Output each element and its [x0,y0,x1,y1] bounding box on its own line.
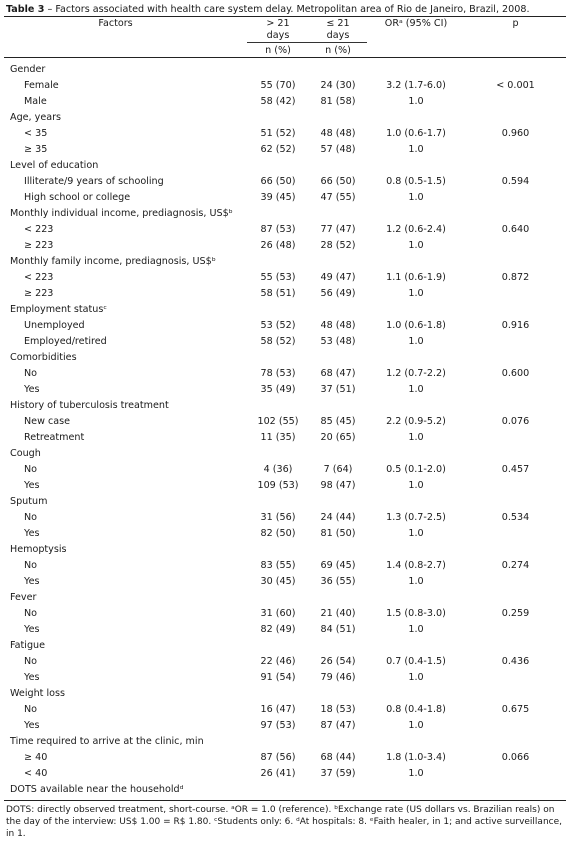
le21-cell: 48 (48) [320,320,356,331]
p-cell [465,494,566,510]
gt21-cell: 53 (52) [260,320,296,331]
or-cell: 1.5 (0.8-3.0) [386,608,446,619]
level-label: Yes [24,672,40,683]
category-row [4,686,566,702]
table-row [4,766,566,782]
p-cell [465,398,566,414]
p-cell: < 0.001 [496,80,535,91]
category-label: Comorbidities [10,352,77,363]
gt21-cell: 16 (47) [260,704,296,715]
table-row [4,510,566,526]
gt21-cell: 87 (53) [260,224,296,235]
or-cell [367,494,465,510]
p-cell [465,670,566,686]
or-cell: 1.0 [408,624,424,635]
le21-cell: 87 (47) [320,720,356,731]
gt21-cell: 97 (53) [260,720,296,731]
p-cell: 0.594 [501,176,530,187]
le21-cell: 79 (46) [320,672,356,683]
p-cell [465,334,566,350]
or-cell: 0.7 (0.4-1.5) [386,656,446,667]
p-cell [465,302,566,318]
le21-cell: 56 (49) [320,288,356,299]
p-cell [465,58,566,79]
header-le21-line2: days [326,30,350,41]
le21-cell: 48 (48) [320,128,356,139]
or-cell: 0.5 (0.1-2.0) [386,464,446,475]
p-cell [465,782,566,798]
level-label: Yes [24,480,40,491]
header-gt21-line1: > 21 [247,17,309,31]
level-label: < 40 [24,768,48,779]
or-cell: 1.0 [408,288,424,299]
le21-cell: 36 (55) [320,576,356,587]
gt21-cell: 30 (45) [260,576,296,587]
or-cell: 1.0 [408,192,424,203]
le21-cell: 24 (44) [320,512,356,523]
le21-cell: 85 (45) [320,416,356,427]
le21-cell [309,254,367,270]
gt21-cell [247,446,309,462]
p-cell [465,142,566,158]
le21-cell: 37 (59) [320,768,356,779]
gt21-cell: 51 (52) [260,128,296,139]
gt21-cell: 109 (53) [257,480,299,491]
level-label: No [24,704,38,715]
or-cell: 1.0 [408,672,424,683]
gt21-cell [247,350,309,366]
le21-cell: 53 (48) [320,336,356,347]
le21-cell: 77 (47) [320,224,356,235]
level-label: No [24,656,38,667]
gt21-cell: 78 (53) [260,368,296,379]
or-cell: 1.0 (0.6-1.7) [386,128,446,139]
data-table [4,16,566,798]
p-cell [465,574,566,590]
table-row [4,270,566,286]
table-row [4,222,566,238]
level-label: Yes [24,384,40,395]
gt21-cell: 58 (51) [260,288,296,299]
table-row [4,174,566,190]
table-row [4,334,566,350]
category-row [4,58,566,79]
category-row [4,350,566,366]
le21-cell [309,110,367,126]
table-row [4,718,566,734]
table-row [4,366,566,382]
le21-cell: 28 (52) [320,240,356,251]
table-body [4,58,566,799]
category-label: DOTS available near the householdᵈ [10,784,184,795]
category-label: Cough [10,448,41,459]
or-cell [367,686,465,702]
table-row [4,94,566,110]
category-row [4,158,566,174]
level-label: < 35 [24,128,48,139]
gt21-cell [247,206,309,222]
gt21-cell: 87 (56) [260,752,296,763]
or-cell [367,58,465,79]
p-cell [465,526,566,542]
or-cell [367,398,465,414]
p-cell: 0.872 [501,272,530,283]
level-label: ≥ 35 [24,144,48,155]
or-cell [367,638,465,654]
or-cell: 1.0 [408,240,424,251]
level-label: Retreatment [24,432,85,443]
gt21-cell: 4 (36) [263,464,293,475]
header-n-gt21: n (%) [247,43,309,58]
le21-cell [309,638,367,654]
gt21-cell [247,254,309,270]
gt21-cell: 82 (49) [260,624,296,635]
or-cell: 2.2 (0.9-5.2) [386,416,446,427]
gt21-cell [247,590,309,606]
level-label: < 223 [24,272,54,283]
category-row [4,734,566,750]
le21-cell: 20 (65) [320,432,356,443]
le21-cell [309,302,367,318]
p-cell [465,446,566,462]
p-cell [465,238,566,254]
or-cell [367,590,465,606]
gt21-cell: 55 (53) [260,272,296,283]
le21-cell: 68 (44) [320,752,356,763]
gt21-cell: 58 (42) [260,96,296,107]
level-label: Yes [24,720,40,731]
or-cell: 3.2 (1.7-6.0) [386,80,446,91]
level-label: Illiterate/9 years of schooling [24,176,164,187]
category-row [4,206,566,222]
p-cell [465,110,566,126]
p-cell [465,430,566,446]
category-label: Monthly individual income, prediagnosis, US$ᵇ [10,208,233,219]
gt21-cell: 82 (50) [260,528,296,539]
le21-cell: 68 (47) [320,368,356,379]
header-or: ORᵃ (95% CI) [367,17,465,31]
table-footnote: DOTS: directly observed treatment, short-course. ᵃOR = 1.0 (reference). ᵇExchange rate (US dollars vs. Brazilian reals) on the day of the interview: US$ 1.00 = R$ 1.80. ᶜStudents only: 6. ᵈAt hospitals: 8. ᵉFaith healer, in 1; and active surveillance, in 1. [4,800,566,840]
le21-cell: 69 (45) [320,560,356,571]
p-cell: 0.600 [501,368,530,379]
level-label: Yes [24,528,40,539]
table-row [4,382,566,398]
le21-cell [309,782,367,798]
or-cell: 1.0 [408,768,424,779]
p-cell [465,94,566,110]
p-cell [465,206,566,222]
table-row [4,750,566,766]
or-cell [367,446,465,462]
category-row [4,638,566,654]
level-label: No [24,368,38,379]
p-cell: 0.960 [501,128,530,139]
level-label: No [24,608,38,619]
table-row [4,190,566,206]
category-row [4,782,566,798]
category-label: Gender [10,64,46,75]
table-row [4,558,566,574]
le21-cell: 26 (54) [320,656,356,667]
or-cell: 1.2 (0.6-2.4) [386,224,446,235]
gt21-cell: 31 (56) [260,512,296,523]
gt21-cell [247,686,309,702]
category-label: Employment statusᶜ [10,304,107,315]
le21-cell: 49 (47) [320,272,356,283]
gt21-cell: 22 (46) [260,656,296,667]
le21-cell [309,686,367,702]
or-cell [367,206,465,222]
p-cell: 0.259 [501,608,530,619]
gt21-cell [247,638,309,654]
or-cell [367,350,465,366]
table-row [4,430,566,446]
category-row [4,398,566,414]
or-cell [367,734,465,750]
level-label: Yes [24,576,40,587]
table-row [4,462,566,478]
table-row [4,702,566,718]
p-cell [465,622,566,638]
or-cell: 1.0 [408,432,424,443]
p-cell: 0.457 [501,464,530,475]
header-le21-line1: ≤ 21 [309,17,367,31]
level-label: Employed/retired [24,336,107,347]
category-label: Age, years [10,112,62,123]
level-label: No [24,464,38,475]
gt21-cell: 31 (60) [260,608,296,619]
level-label: High school or college [24,192,131,203]
table-caption [4,3,566,16]
le21-cell: 24 (30) [320,80,356,91]
category-label: Time required to arrive at the clinic, min [10,736,204,747]
gt21-cell: 55 (70) [260,80,296,91]
le21-cell: 7 (64) [323,464,353,475]
table-row [4,142,566,158]
p-cell [465,158,566,174]
p-cell: 0.066 [501,752,530,763]
le21-cell [309,158,367,174]
or-cell: 1.0 [408,384,424,395]
category-row [4,590,566,606]
p-cell [465,766,566,782]
category-label: Monthly family income, prediagnosis, US$ᵇ [10,256,216,267]
le21-cell: 47 (55) [320,192,356,203]
p-cell [465,734,566,750]
level-label: ≥ 223 [24,240,54,251]
le21-cell [309,446,367,462]
table-row [4,78,566,94]
p-cell [465,382,566,398]
category-label: Weight loss [10,688,66,699]
le21-cell: 66 (50) [320,176,356,187]
level-label: Male [24,96,47,107]
gt21-cell [247,58,309,79]
gt21-cell: 62 (52) [260,144,296,155]
le21-cell [309,542,367,558]
p-cell [465,350,566,366]
p-cell [465,542,566,558]
le21-cell: 37 (51) [320,384,356,395]
category-label: History of tuberculosis treatment [10,400,169,411]
category-label: Hemoptysis [10,544,67,555]
p-cell [465,254,566,270]
le21-cell [309,350,367,366]
gt21-cell [247,398,309,414]
p-cell: 0.675 [501,704,530,715]
level-label: ≥ 223 [24,288,54,299]
p-cell: 0.916 [501,320,530,331]
le21-cell: 81 (50) [320,528,356,539]
le21-cell [309,398,367,414]
category-row [4,542,566,558]
or-cell [367,254,465,270]
table-page [4,0,566,840]
gt21-cell: 83 (55) [260,560,296,571]
table-row [4,670,566,686]
gt21-cell [247,302,309,318]
gt21-cell: 91 (54) [260,672,296,683]
p-cell [465,590,566,606]
or-cell: 1.0 [408,336,424,347]
le21-cell: 84 (51) [320,624,356,635]
le21-cell [309,206,367,222]
table-row [4,478,566,494]
category-row [4,302,566,318]
table-row [4,526,566,542]
table-row [4,318,566,334]
p-cell [465,286,566,302]
or-cell: 0.8 (0.5-1.5) [386,176,446,187]
category-label: Level of education [10,160,99,171]
level-label: No [24,560,38,571]
p-cell: 0.436 [501,656,530,667]
gt21-cell [247,158,309,174]
gt21-cell: 39 (45) [260,192,296,203]
category-row [4,254,566,270]
p-cell [465,638,566,654]
or-cell [367,782,465,798]
p-cell: 0.640 [501,224,530,235]
table-row [4,238,566,254]
le21-cell: 81 (58) [320,96,356,107]
gt21-cell [247,782,309,798]
gt21-cell [247,734,309,750]
category-row [4,446,566,462]
table-row [4,574,566,590]
or-cell: 1.2 (0.7-2.2) [386,368,446,379]
level-label: No [24,512,38,523]
or-cell: 1.0 [408,576,424,587]
or-cell [367,158,465,174]
or-cell: 1.3 (0.7-2.5) [386,512,446,523]
or-cell: 1.0 [408,720,424,731]
gt21-cell: 11 (35) [260,432,296,443]
le21-cell: 57 (48) [320,144,356,155]
gt21-cell: 35 (49) [260,384,296,395]
p-cell [465,718,566,734]
level-label: ≥ 40 [24,752,48,763]
gt21-cell [247,494,309,510]
header-n-le21: n (%) [309,43,367,58]
level-label: < 223 [24,224,54,235]
or-cell: 0.8 (0.4-1.8) [386,704,446,715]
level-label: Unemployed [24,320,85,331]
or-cell: 1.1 (0.6-1.9) [386,272,446,283]
category-label: Sputum [10,496,48,507]
category-row [4,110,566,126]
or-cell: 1.0 [408,528,424,539]
gt21-cell: 58 (52) [260,336,296,347]
header-factors: Factors [4,17,247,31]
or-cell: 1.0 [408,96,424,107]
table-label: Table 3 [6,4,45,15]
le21-cell: 98 (47) [320,480,356,491]
level-label: New case [24,416,71,427]
le21-cell [309,590,367,606]
gt21-cell: 26 (41) [260,768,296,779]
table-row [4,606,566,622]
table-header [4,17,566,58]
category-label: Fatigue [10,640,46,651]
table-row [4,414,566,430]
gt21-cell [247,110,309,126]
or-cell: 1.8 (1.0-3.4) [386,752,446,763]
p-cell [465,478,566,494]
category-label: Fever [10,592,37,603]
or-cell [367,542,465,558]
category-row [4,494,566,510]
p-cell [465,190,566,206]
header-gt21-line2: days [266,30,290,41]
le21-cell [309,494,367,510]
gt21-cell: 26 (48) [260,240,296,251]
or-cell: 1.0 [408,144,424,155]
or-cell: 1.4 (0.8-2.7) [386,560,446,571]
table-row [4,622,566,638]
or-cell [367,302,465,318]
level-label: Yes [24,624,40,635]
gt21-cell: 66 (50) [260,176,296,187]
gt21-cell: 102 (55) [257,416,299,427]
le21-cell: 21 (40) [320,608,356,619]
table-row [4,654,566,670]
level-label: Female [24,80,59,91]
p-cell: 0.534 [501,512,530,523]
p-cell [465,686,566,702]
p-cell: 0.076 [501,416,530,427]
le21-cell [309,58,367,79]
table-row [4,286,566,302]
p-cell: 0.274 [501,560,530,571]
or-cell [367,110,465,126]
gt21-cell [247,542,309,558]
le21-cell: 18 (53) [320,704,356,715]
table-title: – Factors associated with health care system delay. Metropolitan area of Rio de Janeiro, Brazil, 2008. [44,4,530,15]
header-p: p [465,17,566,31]
or-cell: 1.0 [408,480,424,491]
table-row [4,126,566,142]
or-cell: 1.0 (0.6-1.8) [386,320,446,331]
le21-cell [309,734,367,750]
